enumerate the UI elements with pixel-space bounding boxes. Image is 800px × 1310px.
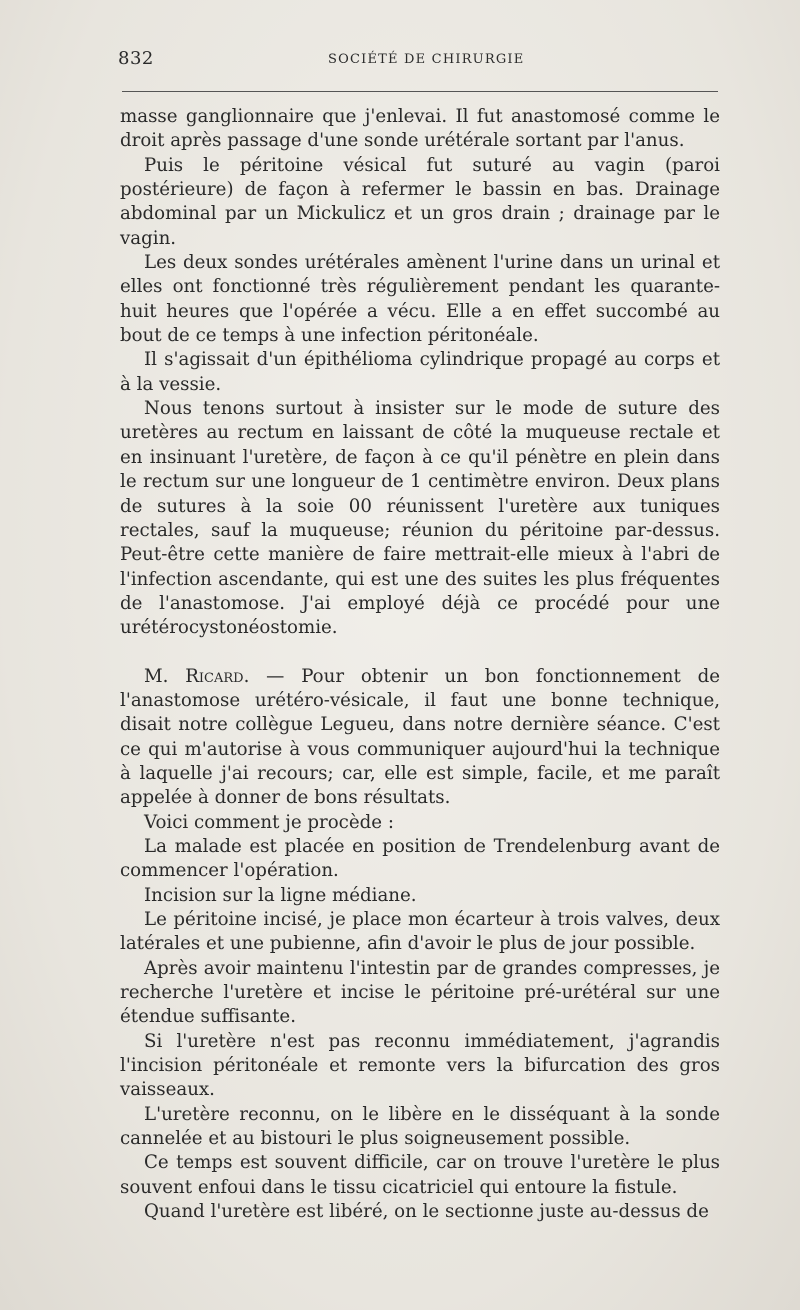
paragraph: Les deux sondes urétérales amènent l'urine dans un urinal et elles ont fonctionné très régulièrement pendant les quarante-huit heures que l'opérée a vécu. Elle a en effet succombé au bout de ce temps à une infection péritonéale. — [120, 252, 720, 347]
paragraph: L'uretère reconnu, on le libère en le disséquant à la sonde cannelée et au bistouri le plus soigneusement possible. — [120, 1103, 720, 1150]
paragraph: Quand l'uretère est libéré, on le sectionne juste au-dessus de — [144, 1201, 709, 1223]
page-header — [118, 48, 718, 74]
paragraph: masse ganglionnaire que j'enlevai. Il fut anastomosé comme le droit après passage d'une sonde urétérale sortant par l'anus. — [120, 106, 720, 152]
paragraph: Voici comment je procède : — [144, 811, 394, 833]
paragraph: Incision sur la ligne médiane. — [144, 884, 417, 906]
page-number: 832 — [118, 48, 154, 69]
paragraph: Nous tenons surtout à insister sur le mode de suture des uretères au rectum en laissant de côté la muqueuse rectale et en insinuant l'uretère, de façon à ce qu'il pénètre en plein dans le rectum sur une longueur de 1 centimètre environ. Deux plans de sutures à la soie 00 réunissent l'uretère aux tuniques rectales, sauf la muqueuse; réunion du péritoine par-dessus. Peut-être cette manière de faire mettrait-elle mieux à l'abri de l'infection ascendante, qui est une des suites les plus fréquentes de l'anastomose. J'ai employé déjà ce procédé pour une urétérocystonéostomie. — [120, 398, 720, 639]
body-text — [120, 105, 720, 1224]
paragraph: Après avoir maintenu l'intestin par de grandes compresses, je recherche l'uretère et incise le péritoine pré-urétéral sur une étendue suffisante. — [120, 957, 720, 1028]
paragraph: La malade est placée en position de Trendelenburg avant de commencer l'opération. — [120, 835, 720, 882]
speaker-name: M. Ricard. — [144, 665, 250, 687]
paragraph: Il s'agissait d'un épithélioma cylindrique propagé au corps et à la vessie. — [120, 349, 720, 395]
ricard-paragraph — [120, 665, 720, 811]
paragraph: Ce temps est souvent difficile, car on trouve l'uretère le plus souvent enfoui dans le tissu cicatriciel qui entoure la fistule. — [120, 1152, 720, 1198]
paragraph: Le péritoine incisé, je place mon écarteur à trois valves, deux latérales et une pubienne, afin d'avoir le plus de jour possible. — [120, 909, 720, 955]
speaker-text: Pour obtenir un bon fonctionnement de l'anastomose urétéro-vésicale, il faut une bonne technique, disait notre collègue Legueu, dans notre dernière séance. C'est ce qui m'autorise à vous communiquer aujourd'hui la technique à laquelle j'ai recours; car, elle est simple, facile, et me paraît appelée à donner de bons résultats. — [120, 665, 720, 809]
paragraph: Puis le péritoine vésical fut suturé au vagin (paroi postérieure) de façon à refermer le bassin en bas. Drainage abdominal par un Mickulicz et un gros drain ; drainage par le vagin. — [120, 154, 720, 249]
speaker-dash: — — [249, 665, 302, 687]
section-spacer — [120, 641, 720, 665]
header-rule — [122, 91, 718, 92]
paragraph: Si l'uretère n'est pas reconnu immédiatement, j'agrandis l'incision péritonéale et remonte vers la bifurcation des gros vaisseaux. — [120, 1030, 720, 1101]
running-title: SOCIÉTÉ DE CHIRURGIE — [328, 52, 525, 67]
